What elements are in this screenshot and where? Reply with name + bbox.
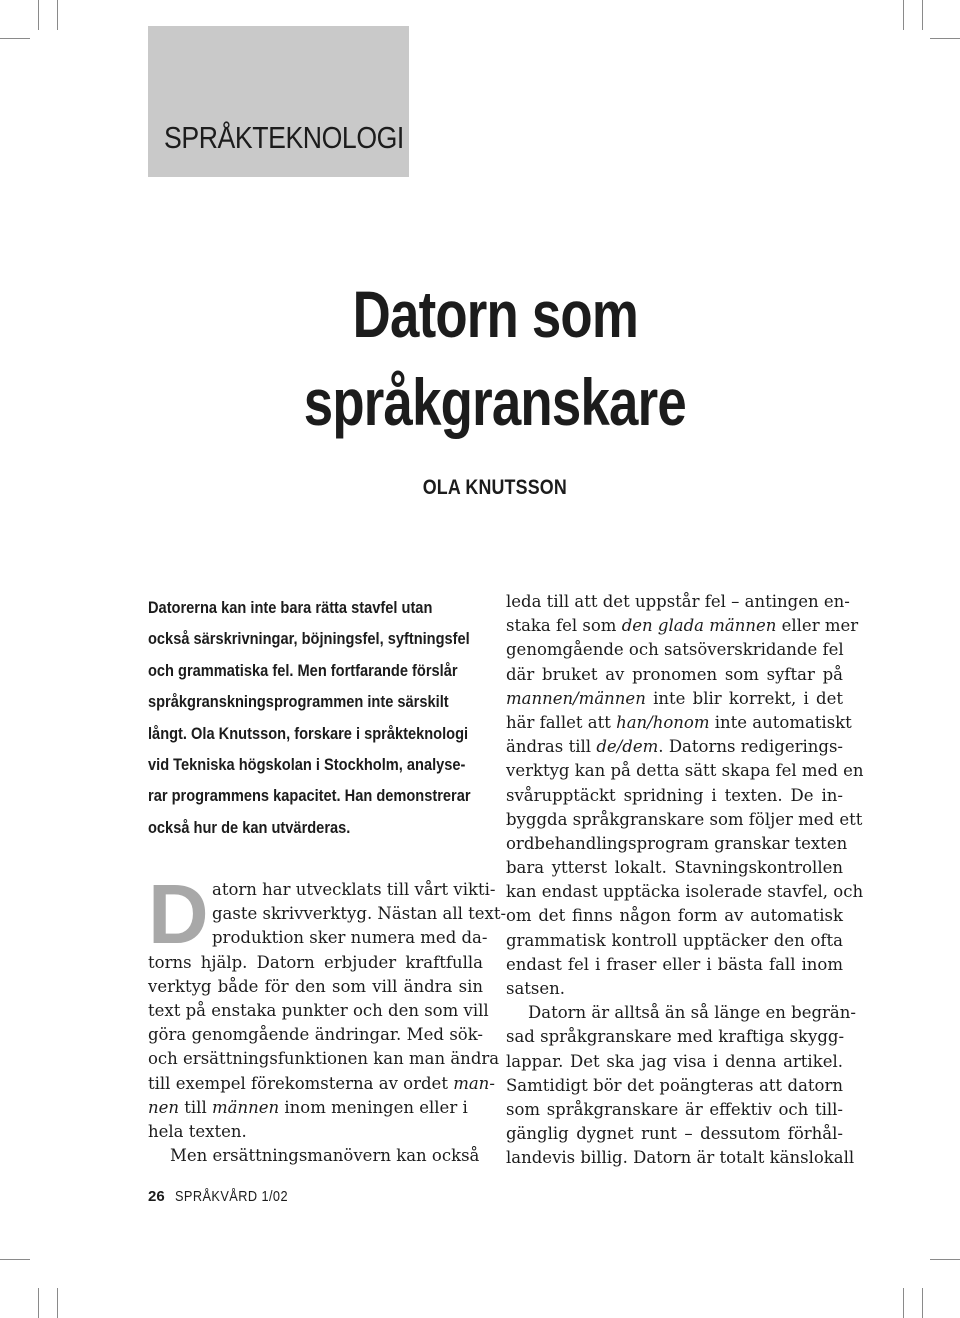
body-line: hela texten.	[148, 1121, 247, 1141]
body-line	[506, 711, 852, 735]
body-line	[506, 614, 859, 638]
ingress-line: också särskrivningar, böjningsfel, syftningsfel	[148, 629, 470, 649]
text-run: till exempel förekomsterna av ordet	[148, 1073, 454, 1093]
body-line: där bruket av pronomen som syftar på	[506, 664, 843, 684]
body-line: satsen.	[506, 979, 566, 998]
emphasis: den glada männen	[621, 616, 777, 636]
body-line: göra genomgående ändringar. Med sök-	[148, 1025, 483, 1045]
crop-mark	[930, 38, 960, 39]
emphasis: han/honom	[616, 712, 710, 732]
magazine-issue: SPRÅKVÅRD 1/02	[174, 1188, 288, 1205]
body-line: leda till att det uppstår fel – antingen en-	[506, 592, 850, 611]
emphasis: de/dem	[596, 737, 659, 757]
body-line: lappar. Det ska jag visa i denna artikel.	[506, 1051, 843, 1071]
text-run: inom meningen eller i	[279, 1097, 468, 1117]
title-line-2-text: språkgranskare	[303, 365, 687, 439]
body-line: produktion sker numera med da-	[212, 928, 488, 948]
text-run: här fallet att	[506, 712, 617, 732]
crop-mark	[57, 0, 58, 30]
text-run: inte automatiskt	[709, 712, 852, 732]
ingress-line: vid Tekniska högskolan i Stockholm, analyse-	[148, 755, 466, 775]
ingress-line: också hur de kan utvärderas.	[148, 817, 351, 837]
body-line: grammatisk kontroll upptäcker den ofta	[506, 930, 843, 950]
author-byline	[330, 476, 660, 500]
author-name: OLA KNUTSSON	[422, 476, 568, 499]
crop-mark	[930, 1259, 960, 1260]
page-footer	[148, 1188, 308, 1205]
text-run: eller mer	[776, 616, 859, 636]
text-run: till	[179, 1097, 212, 1117]
body-line: gaste skrivverktyg. Nästan all text-	[212, 904, 507, 924]
body-line: sad språkgranskare med kraftiga skygg-	[506, 1027, 845, 1047]
body-line: verktyg både för den som vill ändra sin	[148, 976, 483, 996]
body-line: Men ersättningsmanövern kan också	[170, 1146, 480, 1166]
emphasis: männen	[211, 1097, 280, 1117]
ingress-line: och grammatiska fel. Men fortfarande förslår	[148, 660, 458, 680]
text-run: . Datorns redigerings-	[658, 737, 843, 757]
article-title-line-2	[200, 358, 790, 446]
ingress	[148, 592, 493, 843]
body-line: atorn har utvecklats till vårt vikti-	[212, 880, 496, 899]
article-title-line-1	[200, 270, 790, 358]
crop-mark	[57, 1288, 58, 1318]
body-line: verktyg kan på detta sätt skapa fel med en	[506, 761, 864, 781]
body-line: Datorn är alltså än så länge en begrän-	[528, 1003, 856, 1023]
page-number: 26	[148, 1188, 165, 1205]
emphasis: nen	[148, 1097, 180, 1117]
ingress-line: rar programmens kapacitet. Han demonstrerar	[148, 786, 471, 806]
crop-mark	[0, 1259, 30, 1260]
section-header-box	[148, 26, 409, 177]
crop-mark	[38, 0, 39, 30]
drop-cap: D	[148, 867, 209, 961]
emphasis: mannen/männen	[506, 688, 646, 708]
body-line: om det finns någon form av automatisk	[506, 906, 843, 926]
body-column-left	[148, 867, 507, 1168]
body-line: och ersättningsfunktionen kan man ändra	[148, 1049, 500, 1069]
crop-mark	[922, 1288, 923, 1318]
section-label: SPRÅKTEKNOLOGI	[164, 120, 404, 155]
body-line	[148, 1072, 495, 1096]
text-run: staka fel som	[506, 616, 622, 636]
body-line: svårupptäckt spridning i texten. De in-	[506, 785, 843, 805]
body-line: byggda språkgranskare som följer med ett	[506, 809, 863, 829]
text-run: ändras till	[506, 737, 597, 757]
body-line: landevis billig. Datorn är totalt känslokall	[506, 1148, 855, 1168]
ingress-line: långt. Ola Knutsson, forskare i språkteknologi	[148, 723, 469, 743]
ingress-line: språkgranskningsprogrammen inte särskilt	[148, 692, 449, 712]
body-line: bara ytterst lokalt. Stavningskontrollen	[506, 858, 843, 878]
body-column-right	[506, 590, 864, 1171]
body-line	[148, 1096, 483, 1120]
body-line: kan endast upptäcka isolerade stavfel, och	[506, 882, 864, 902]
ingress-line: Datorerna kan inte bara rätta stavfel utan	[148, 598, 433, 617]
body-line: Samtidigt bör det poängteras att datorn	[506, 1075, 843, 1095]
body-line: gänglig dygnet runt – dessutom förhål-	[506, 1124, 843, 1144]
emphasis: man-	[453, 1073, 495, 1093]
crop-mark	[903, 0, 904, 30]
text-run: inte blir korrekt, i det	[645, 688, 843, 708]
crop-mark	[38, 1288, 39, 1318]
body-line: torns hjälp. Datorn erbjuder kraftfulla	[148, 952, 483, 972]
body-line: endast fel i fraser eller i bästa fall inom	[506, 954, 843, 974]
body-line	[506, 735, 843, 759]
crop-mark	[922, 0, 923, 30]
body-line: genomgående och satsöverskridande fel	[506, 640, 844, 660]
crop-mark	[903, 1288, 904, 1318]
body-line: text på enstaka punkter och den som vill	[148, 1000, 489, 1020]
crop-mark	[0, 38, 30, 39]
body-line	[506, 687, 843, 711]
body-line: ordbehandlingsprogram granskar texten	[506, 833, 848, 853]
body-line: som språkgranskare är effektiv och till-	[506, 1099, 843, 1119]
title-line-1-text: Datorn som	[352, 277, 638, 351]
